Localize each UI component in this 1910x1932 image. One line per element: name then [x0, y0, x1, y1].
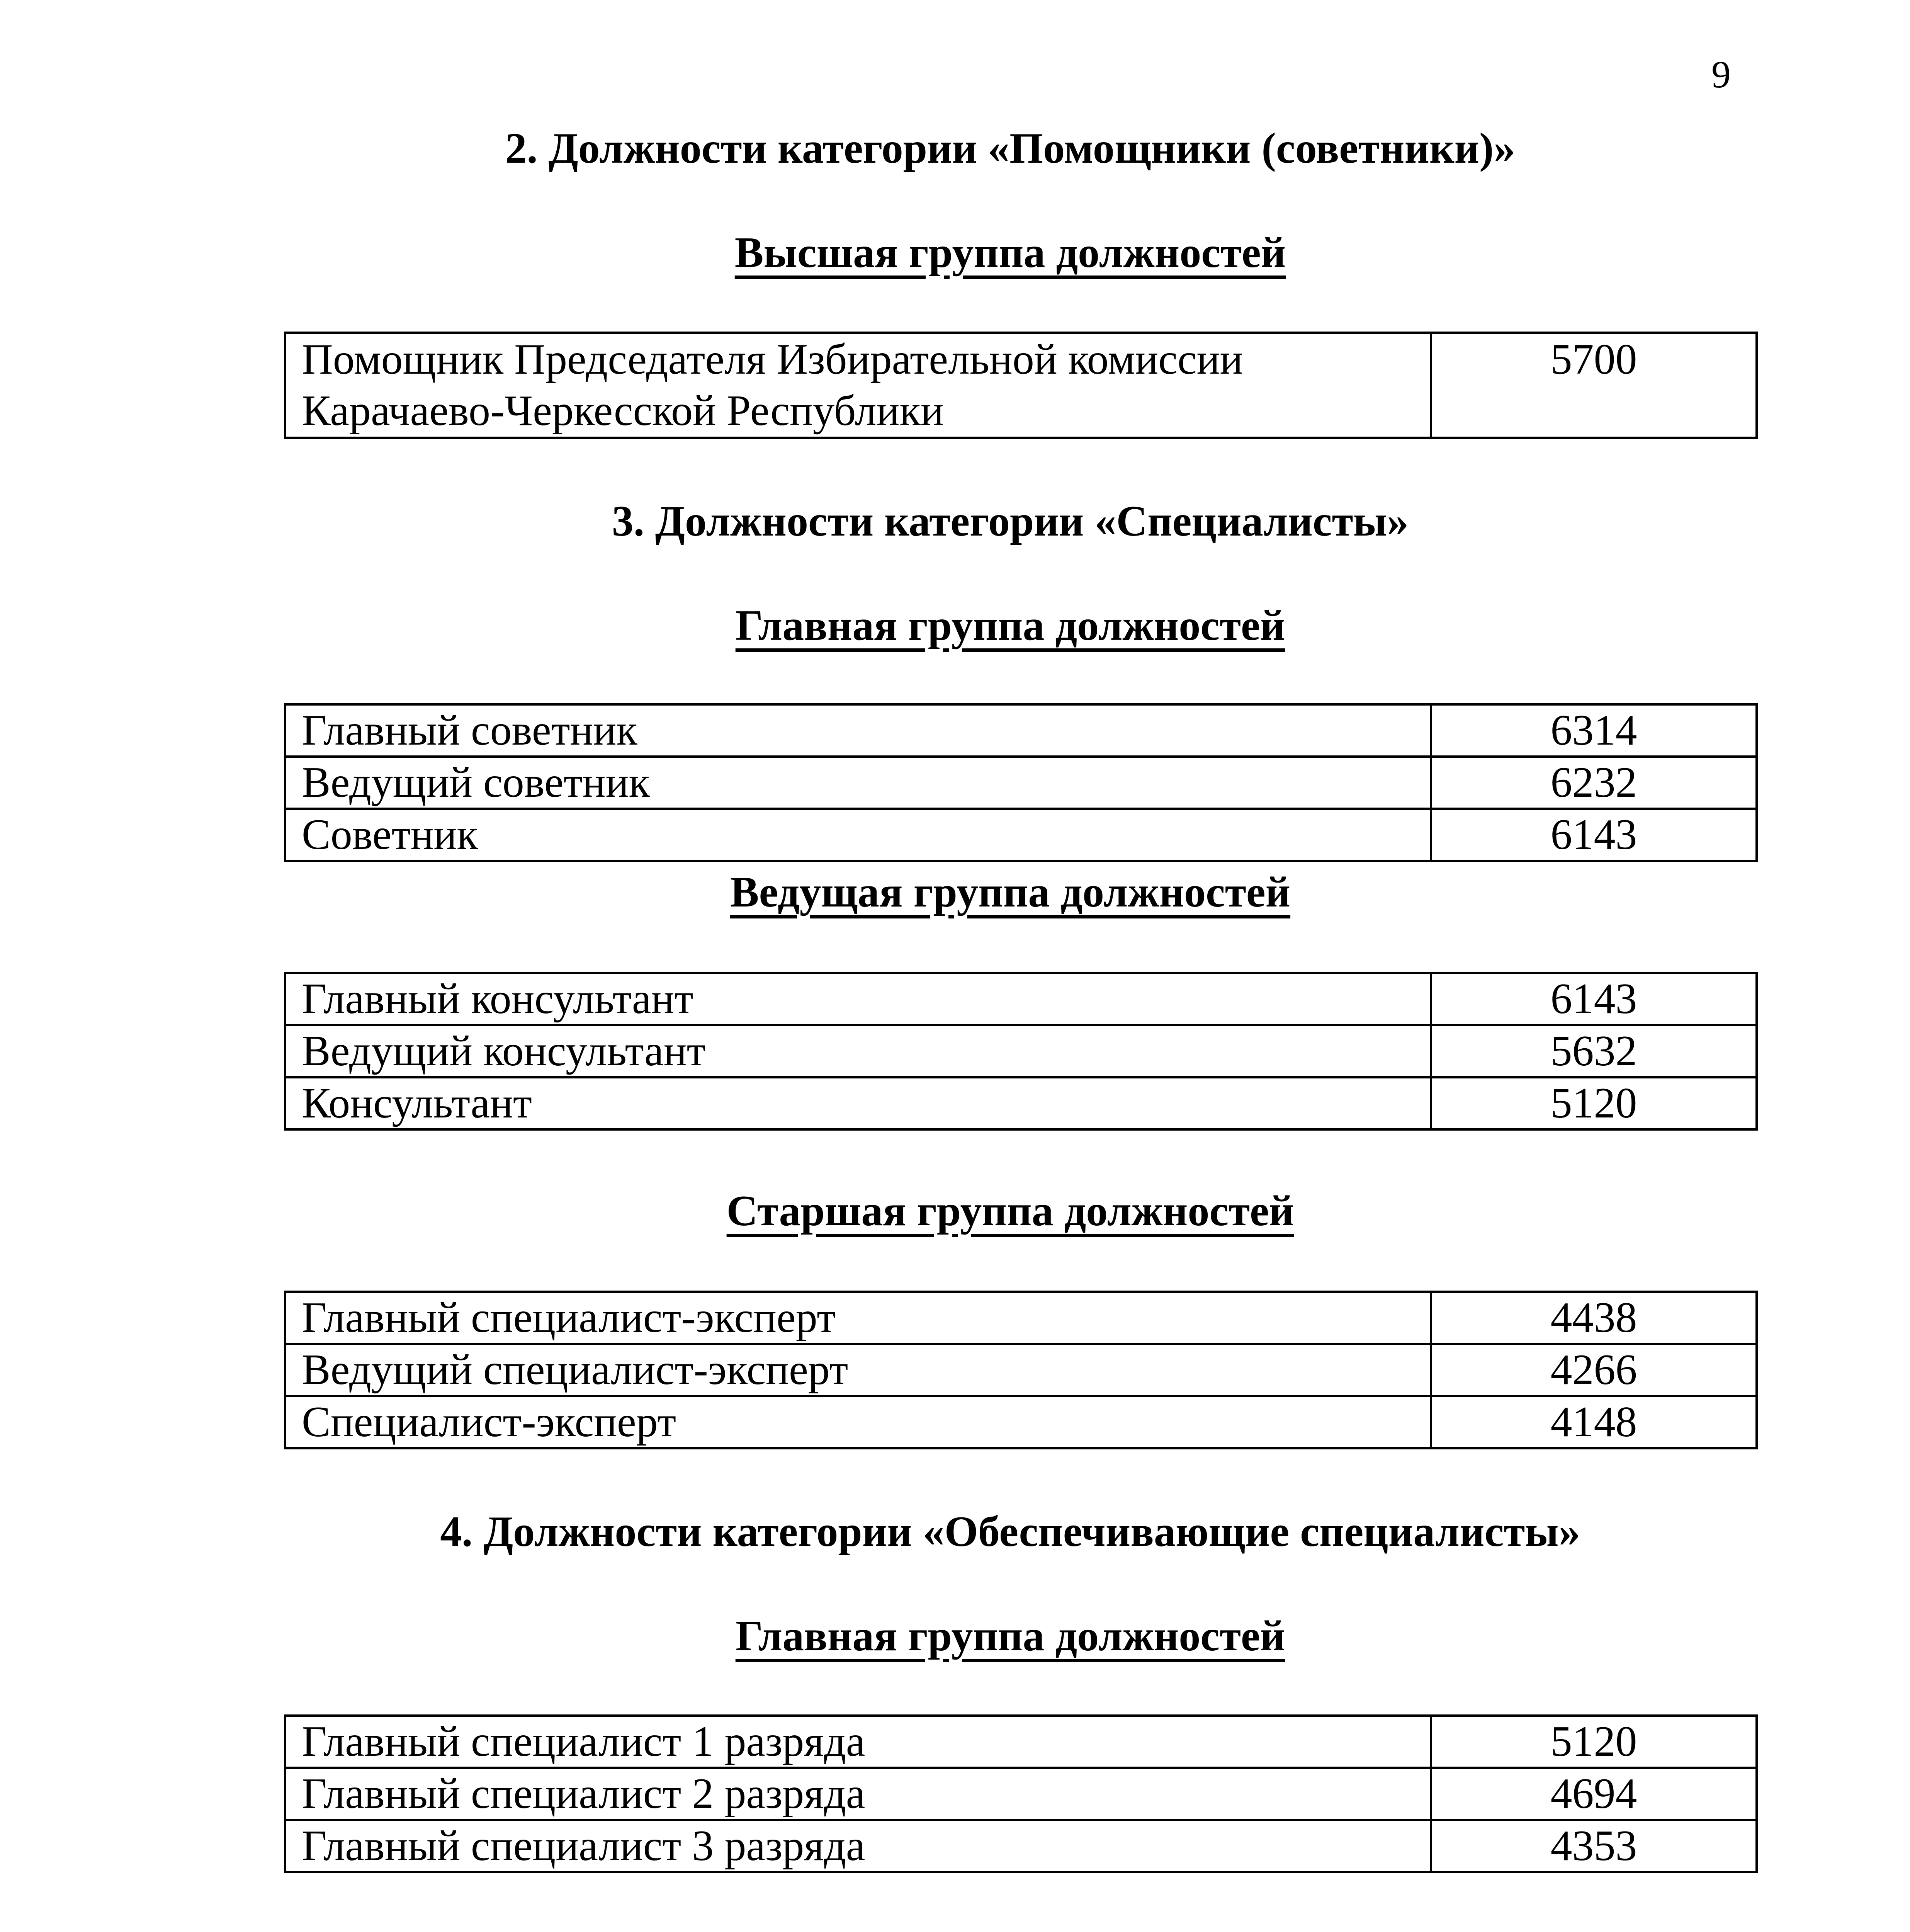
table-row [285, 973, 1757, 1025]
s3-group-1-table [284, 703, 1758, 862]
position-name: Главный специалист 1 разряда [285, 1716, 1431, 1768]
table-row [285, 1820, 1757, 1872]
s2-group-1-table [284, 332, 1758, 439]
s4-group-1-title-text: Главная группа должностей [735, 1612, 1285, 1660]
position-value: 6232 [1431, 757, 1757, 809]
s3-group-3-title-text: Старшая группа должностей [726, 1187, 1294, 1235]
section-3-title: 3. Должности категории «Специалисты» [612, 497, 1409, 545]
position-value: 4266 [1431, 1344, 1757, 1396]
position-value: 4438 [1431, 1292, 1757, 1344]
table-row [285, 704, 1757, 757]
position-name: Главный консультант [285, 973, 1431, 1025]
page-number: 9 [1711, 53, 1731, 96]
table-row [285, 1396, 1757, 1448]
position-value: 5700 [1431, 333, 1757, 438]
position-name: Помощник Председателя Избирательной комиссии Карачаево-Черкесской Республики [285, 333, 1431, 438]
table-row [285, 1768, 1757, 1820]
position-name: Ведущий советник [285, 757, 1431, 809]
position-name: Консультант [285, 1077, 1431, 1129]
position-name: Главный специалист-эксперт [285, 1292, 1431, 1344]
position-value: 6143 [1431, 809, 1757, 861]
position-name: Главный советник [285, 704, 1431, 757]
s4-group-1-title [0, 1611, 1910, 1661]
position-name: Главный специалист 3 разряда [285, 1820, 1431, 1872]
table-row [285, 809, 1757, 861]
table-row [285, 1025, 1757, 1077]
s3-group-3-table [284, 1291, 1758, 1449]
position-name: Ведущий консультант [285, 1025, 1431, 1077]
s4-group-1-table [284, 1714, 1758, 1873]
s3-group-2-title-text: Ведущая группа должностей [730, 868, 1291, 916]
position-value: 5120 [1431, 1716, 1757, 1768]
s2-group-1-title [0, 228, 1910, 278]
position-value: 4148 [1431, 1396, 1757, 1448]
s3-group-2-table [284, 972, 1758, 1131]
s3-group-1-title [0, 601, 1910, 651]
position-value: 4694 [1431, 1768, 1757, 1820]
s3-group-1-title-text: Главная группа должностей [735, 602, 1285, 650]
table-row [285, 1716, 1757, 1768]
position-value: 4353 [1431, 1820, 1757, 1872]
table-row [285, 1077, 1757, 1129]
position-value: 5120 [1431, 1077, 1757, 1129]
s3-group-2-title [0, 867, 1910, 917]
position-name: Главный специалист 2 разряда [285, 1768, 1431, 1820]
position-name: Ведущий специалист-эксперт [285, 1344, 1431, 1396]
position-name: Советник [285, 809, 1431, 861]
s3-group-3-title [0, 1186, 1910, 1236]
section-4-title: 4. Должности категории «Обеспечивающие специалисты» [440, 1508, 1580, 1556]
position-value: 6143 [1431, 973, 1757, 1025]
section-2-title: 2. Должности категории «Помощники (советники)» [505, 124, 1516, 172]
table-row [285, 757, 1757, 809]
table-row [285, 1344, 1757, 1396]
position-value: 6314 [1431, 704, 1757, 757]
s2-group-1-title-text: Высшая группа должностей [734, 229, 1286, 277]
position-value: 5632 [1431, 1025, 1757, 1077]
position-name: Специалист-эксперт [285, 1396, 1431, 1448]
table-row [285, 333, 1757, 438]
table-row [285, 1292, 1757, 1344]
